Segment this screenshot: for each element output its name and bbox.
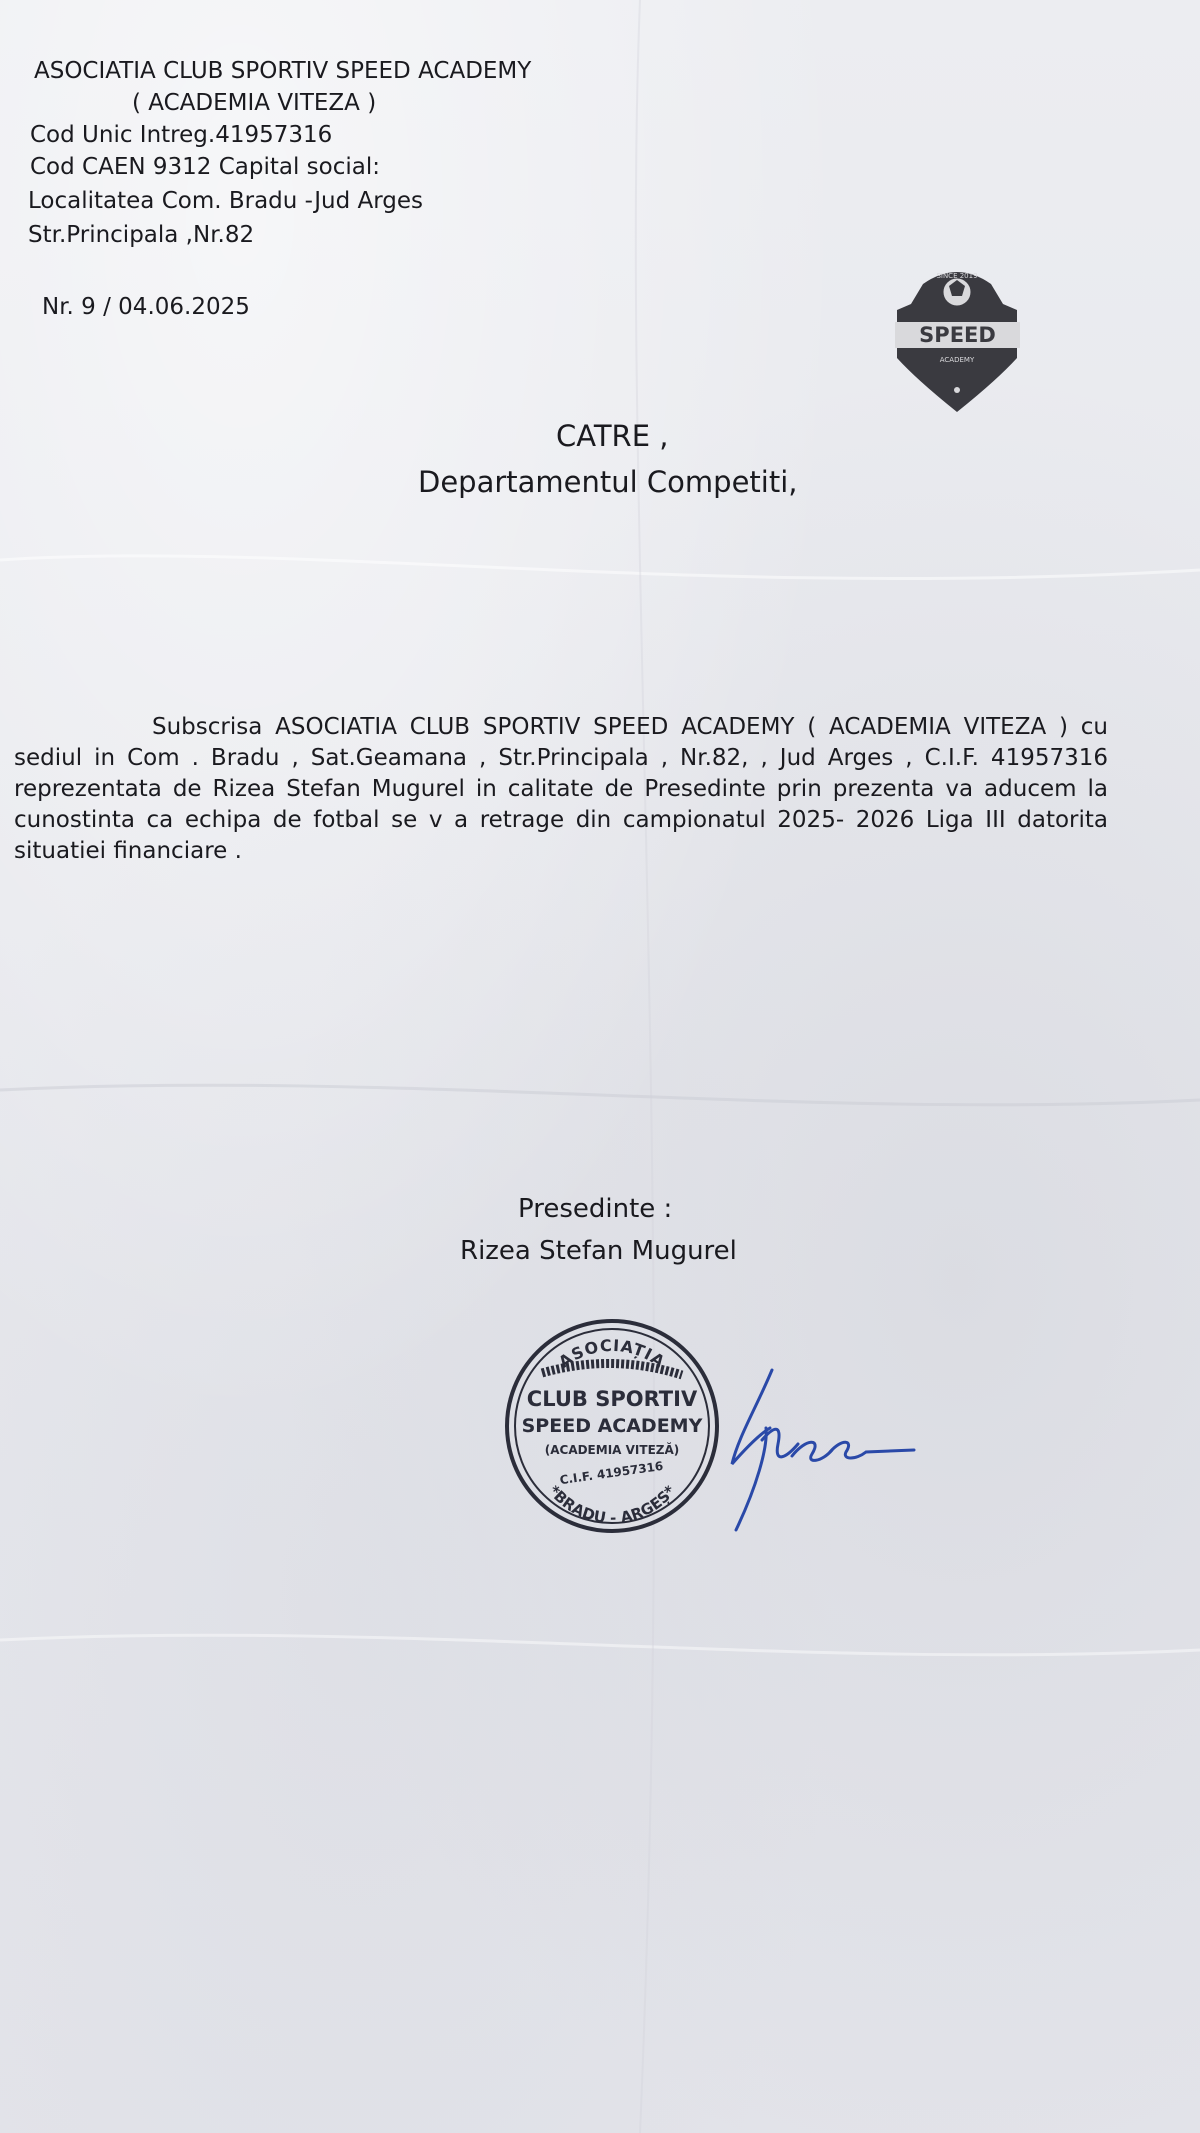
org-name: ASOCIATIA CLUB SPORTIV SPEED ACADEMY (34, 58, 532, 84)
signatory-name: Rizea Stefan Mugurel (460, 1236, 737, 1266)
stamp-line-3: (ACADEMIA VITEZĂ) (544, 1443, 680, 1457)
signatory-title: Presedinte : (518, 1194, 673, 1224)
letter-body-paragraph: Subscrisa ASOCIATIA CLUB SPORTIV SPEED ACADEMY ( ACADEMIA VITEZA ) cu sediul in Com . Bradu , Sat.Geamana , Str.Principala , Nr.82, , Jud Arges , C.I.F. 41957316 reprezentata de Rizea Stefan Mugurel in calitate de Presedinte prin prezenta va aducem la cunostinta ca echipa de fotbal se v a retrage din campionatul 2025- 2026 Liga III datorita situatiei financiare . (14, 714, 1108, 864)
logo-since-text: SINCE 2019 (936, 272, 978, 280)
stamp-top-text: ASOCIAȚIA (555, 1335, 669, 1372)
reference-number: Nr. 9 / 04.06.2025 (42, 294, 250, 320)
handwritten-signature (726, 1368, 916, 1538)
speed-academy-shield-icon (885, 262, 1030, 417)
letter-body (14, 712, 1108, 867)
recipient-heading: CATRE , (556, 419, 669, 453)
caen-code: Cod CAEN 9312 Capital social: (30, 154, 381, 180)
stamp-line-2: SPEED ACADEMY (521, 1415, 703, 1437)
logo-wordmark: SPEED (919, 323, 996, 347)
logo-subtext: ACADEMY (939, 356, 975, 364)
org-alias: ( ACADEMIA VITEZA ) (132, 90, 377, 116)
locality: Localitatea Com. Bradu -Jud Arges (28, 188, 424, 214)
stamp-cif: C.I.F. 41957316 (558, 1458, 665, 1488)
official-stamp (502, 1313, 722, 1539)
recipient-department: Departamentul Competiti, (418, 465, 798, 499)
registration-code: Cod Unic Intreg.41957316 (30, 122, 333, 148)
stamp-line-1: CLUB SPORTIV (526, 1387, 698, 1411)
street-address: Str.Principala ,Nr.82 (28, 222, 255, 248)
stamp-bottom-text: *BRADU - ARGEȘ* (544, 1482, 680, 1528)
